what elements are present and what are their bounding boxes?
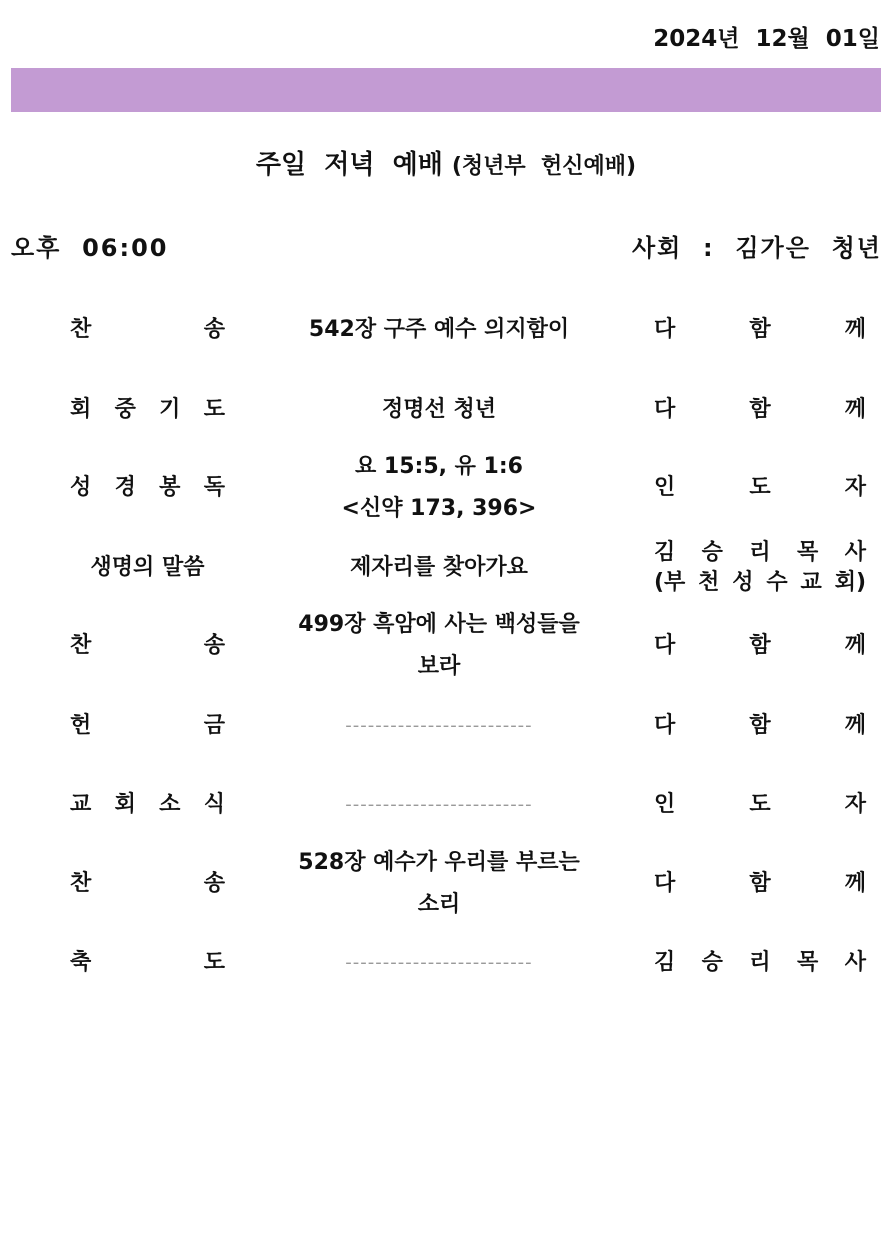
order-content-cell bbox=[250, 923, 628, 1003]
order-item-label: 찬 송 bbox=[70, 871, 225, 896]
service-leader: 사회 : 김가은 청년 bbox=[631, 234, 882, 262]
order-item-cell bbox=[70, 686, 225, 766]
order-item-label: 찬 송 bbox=[70, 633, 225, 658]
order-by: 다 함 께 bbox=[654, 317, 866, 342]
order-content: ------------------------- bbox=[345, 794, 533, 815]
order-content-cell bbox=[250, 844, 628, 924]
service-title bbox=[0, 144, 892, 181]
order-row bbox=[0, 528, 892, 608]
order-by: 다 함 께 bbox=[654, 633, 866, 658]
order-item-label: 찬 송 bbox=[70, 317, 225, 342]
order-content-cell bbox=[250, 448, 628, 528]
order-content: 제자리를 찾아가요 bbox=[350, 555, 528, 580]
order-by-cell bbox=[654, 923, 866, 1003]
order-item-cell bbox=[70, 923, 225, 1003]
order-by-cell bbox=[654, 290, 866, 370]
order-row bbox=[0, 923, 892, 1003]
order-row bbox=[0, 844, 892, 924]
order-item-label: 교 회 소 식 bbox=[70, 792, 225, 817]
order-by-sub: (부 천 성 수 교 회) bbox=[654, 570, 866, 595]
order-content: ------------------------- bbox=[345, 715, 533, 736]
order-row bbox=[0, 370, 892, 450]
order-content: 요 15:5, 유 1:6 <신약 173, 396> bbox=[341, 454, 537, 521]
order-row bbox=[0, 686, 892, 766]
order-content: 정명선 청년 bbox=[382, 397, 496, 422]
order-by: 다 함 께 bbox=[654, 397, 866, 422]
order-content: ------------------------- bbox=[345, 952, 533, 973]
order-content: 499장 흑암에 사는 백성들을 보라 bbox=[298, 612, 580, 679]
order-row bbox=[0, 606, 892, 686]
order-content-cell bbox=[250, 606, 628, 686]
order-by-cell bbox=[654, 844, 866, 924]
order-item-label: 축 도 bbox=[70, 950, 225, 975]
order-by: 김 승 리 목 사 bbox=[654, 540, 866, 565]
order-by-cell bbox=[654, 606, 866, 686]
order-item-cell bbox=[70, 370, 225, 450]
order-item-cell bbox=[70, 844, 225, 924]
order-item-cell bbox=[70, 528, 225, 608]
order-content-cell bbox=[250, 686, 628, 766]
order-by-cell bbox=[654, 765, 866, 845]
order-row bbox=[0, 290, 892, 370]
order-by-cell bbox=[654, 528, 866, 608]
order-content: 542장 구주 예수 의지함이 bbox=[308, 317, 570, 342]
order-content-cell bbox=[250, 290, 628, 370]
order-content-cell bbox=[250, 370, 628, 450]
order-item-cell bbox=[70, 290, 225, 370]
order-by: 인 도 자 bbox=[654, 475, 866, 500]
service-time: 오후 06:00 bbox=[11, 234, 169, 262]
order-by-cell bbox=[654, 370, 866, 450]
order-by-group bbox=[654, 538, 866, 598]
order-item-cell bbox=[70, 606, 225, 686]
order-row bbox=[0, 765, 892, 845]
order-content-cell bbox=[250, 528, 628, 608]
bulletin-date: 2024년 12월 01일 bbox=[653, 26, 880, 52]
order-item-label: 헌 금 bbox=[70, 713, 225, 738]
service-subtitle: (청년부 헌신예배) bbox=[451, 154, 637, 179]
order-item-label: 생명의 말씀 bbox=[90, 555, 205, 580]
order-by: 인 도 자 bbox=[654, 792, 866, 817]
order-item-cell bbox=[70, 765, 225, 845]
order-by-cell bbox=[654, 686, 866, 766]
header-color-band bbox=[11, 68, 881, 112]
order-content: 528장 예수가 우리를 부르는 소리 bbox=[298, 850, 580, 917]
order-item-label: 회 중 기 도 bbox=[70, 397, 225, 422]
order-content-cell bbox=[250, 765, 628, 845]
order-by-cell bbox=[654, 448, 866, 528]
order-item-cell bbox=[70, 448, 225, 528]
order-by: 김 승 리 목 사 bbox=[654, 950, 866, 975]
service-title-main: 주일 저녁 예배 bbox=[255, 150, 452, 180]
order-by: 다 함 께 bbox=[654, 871, 866, 896]
order-item-label: 성 경 봉 독 bbox=[70, 475, 225, 500]
order-row bbox=[0, 448, 892, 528]
order-by: 다 함 께 bbox=[654, 713, 866, 738]
